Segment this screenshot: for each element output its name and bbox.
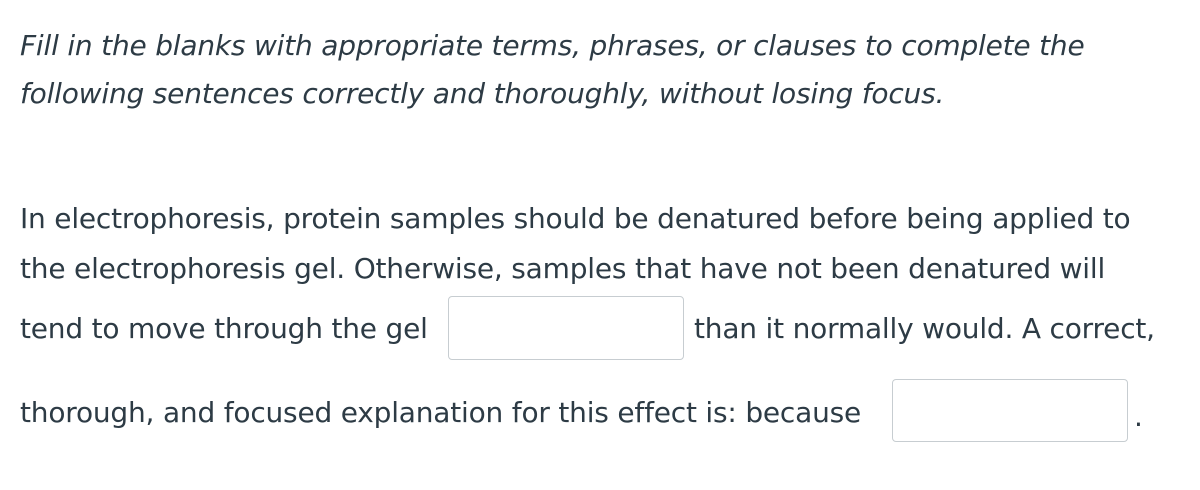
question-line-2: the electrophoresis gel. Otherwise, samples that have not been denatured will: [20, 252, 1106, 285]
instructions-text: Fill in the blanks with appropriate terms, phrases, or clauses to complete the following sentences correctly and thoroughly, without losing focus.: [20, 29, 1085, 110]
question-line-4-prefix: thorough, and focused explanation for this effect is: because: [20, 396, 862, 429]
question-line-3-suffix: than it normally would. A correct,: [694, 312, 1155, 345]
sentence-end-period: .: [1134, 400, 1143, 433]
blank-answer-2-input[interactable]: [892, 379, 1128, 442]
blank-answer-1-input[interactable]: [448, 296, 684, 360]
question-line-1: In electrophoresis, protein samples should be denatured before being applied to: [20, 202, 1131, 235]
question-line-3-prefix: tend to move through the gel: [20, 312, 428, 345]
